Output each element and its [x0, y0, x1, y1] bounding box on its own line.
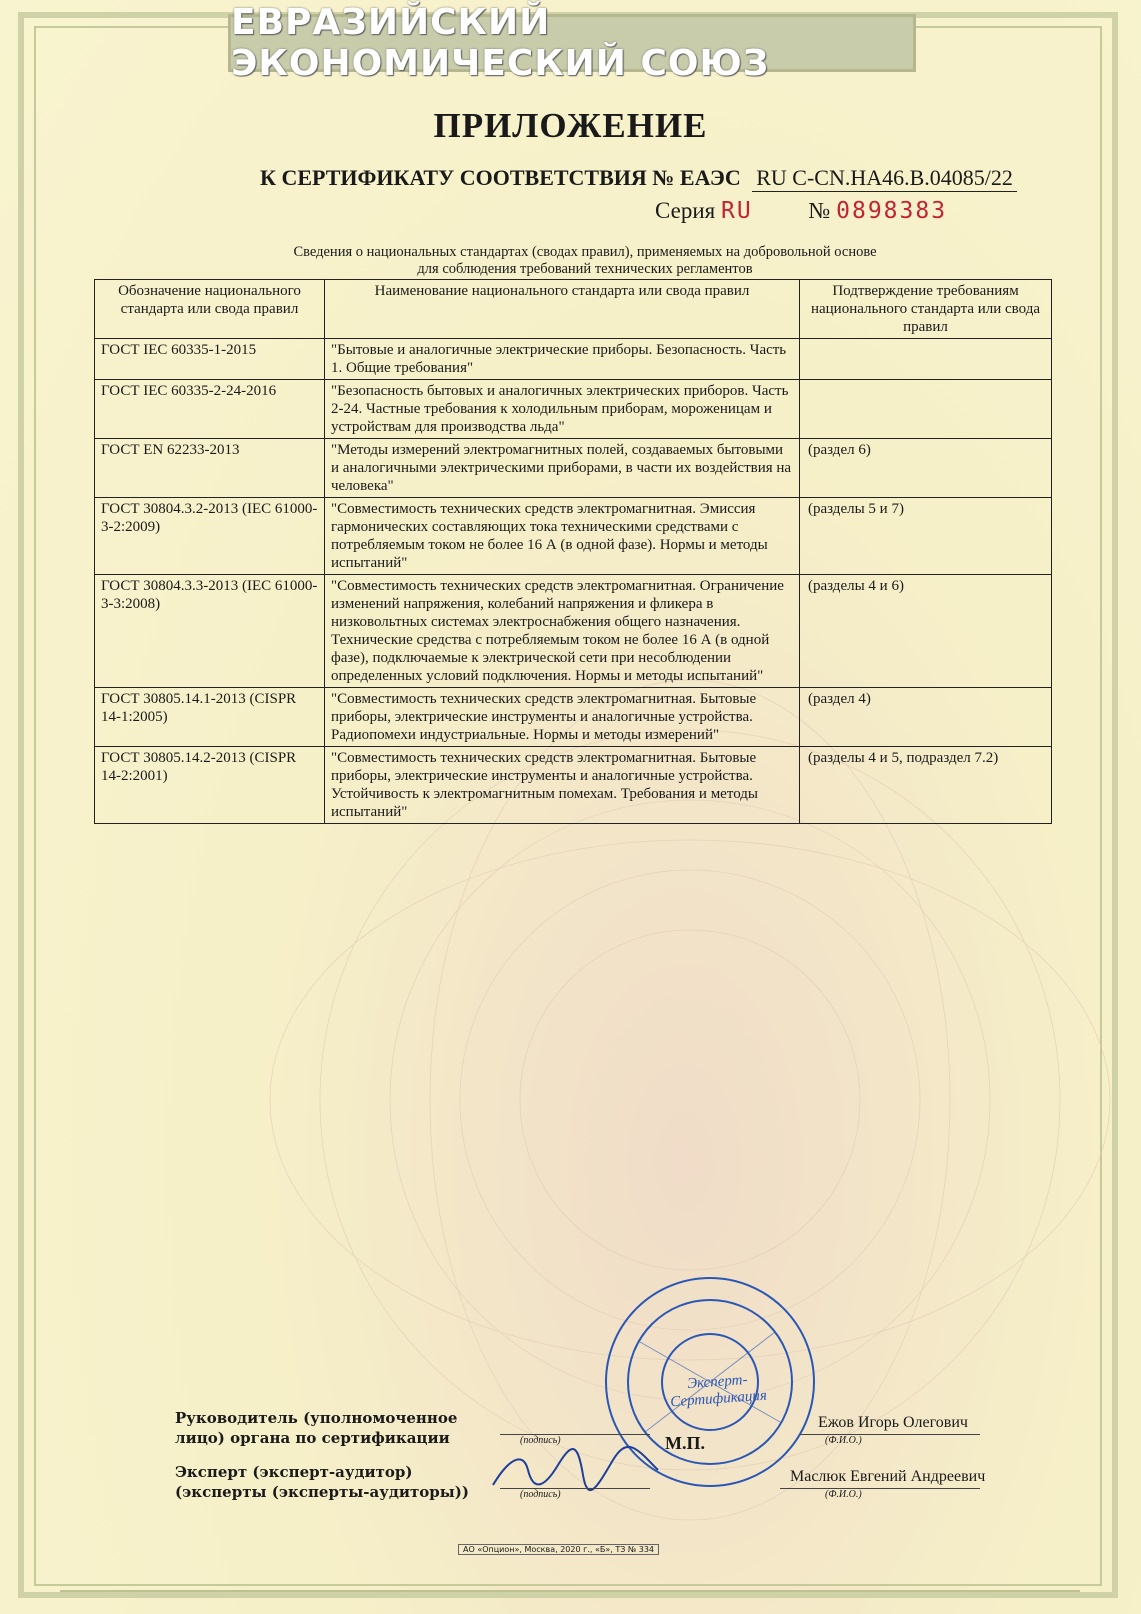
standard-code: ГОСТ IEC 60335-2-24-2016 — [95, 380, 325, 439]
standard-code: ГОСТ IEC 60335-1-2015 — [95, 339, 325, 380]
expert-fio-caption: (Ф.И.О.) — [825, 1489, 862, 1500]
standard-confirmation — [800, 380, 1052, 439]
number-label: № — [808, 198, 831, 223]
table-row — [95, 747, 1052, 824]
standard-confirmation: (раздел 6) — [800, 439, 1052, 498]
series-label: Серия — [655, 198, 716, 223]
header-name: Наименование национального стандарта или свода правил — [325, 280, 800, 339]
table-row — [95, 575, 1052, 688]
standard-confirmation: (разделы 4 и 5, подраздел 7.2) — [800, 747, 1052, 824]
standard-name: "Бытовые и аналогичные электрические приборы. Безопасность. Часть 1. Общие требования" — [325, 339, 800, 380]
head-signature-caption: (подпись) — [520, 1435, 561, 1446]
series-value: RU — [720, 198, 753, 224]
head-label-line-1: Руководитель (уполномоченное — [175, 1409, 458, 1427]
table-row — [95, 339, 1052, 380]
info-text — [180, 244, 990, 278]
certificate-line — [260, 165, 1017, 192]
standard-name: "Методы измерений электромагнитных полей, создаваемых бытовыми и аналогичными электрическими приборами, в части их воздействия на человека" — [325, 439, 800, 498]
number-value: 0898383 — [836, 198, 948, 224]
standard-code: ГОСТ 30805.14.1-2013 (CISPR 14-1:2005) — [95, 688, 325, 747]
expert-name-line — [780, 1488, 980, 1489]
standard-name: "Совместимость технических средств электромагнитная. Эмиссия гармонических составляющих тока техническими средствами с потребляемым током не более 16 А (в одной фазе). Нормы и методы испытаний" — [325, 498, 800, 575]
table-header-row — [95, 280, 1052, 339]
standard-name: "Совместимость технических средств электромагнитная. Бытовые приборы, электрические инструменты и аналогичные устройства. Устойчивость к электромагнитным помехам. Требования и методы испытаний" — [325, 747, 800, 824]
expert-label — [175, 1462, 469, 1502]
standard-name: "Безопасность бытовых и аналогичных электрических приборов. Часть 2-24. Частные требования к холодильным приборам, мороженицам и устройствам для производства льда" — [325, 380, 800, 439]
certificate-number: RU C-CN.HA46.B.04085/22 — [752, 165, 1017, 192]
table-row — [95, 380, 1052, 439]
stamp-center-text: Эксперт-Сертификация — [669, 1371, 768, 1411]
expert-label-line-2: (эксперты (эксперты-аудиторы)) — [175, 1483, 469, 1501]
printer-imprint: АО «Опцион», Москва, 2020 г., «Б», ТЗ № 334 — [458, 1544, 659, 1555]
table-row — [95, 498, 1052, 575]
head-label — [175, 1408, 457, 1448]
standards-table — [94, 279, 1052, 824]
header-confirmation: Подтверждение требованиям национального стандарта или свода правил — [800, 280, 1052, 339]
page-title: ПРИЛОЖЕНИЕ — [433, 106, 708, 145]
certificate-label: К СЕРТИФИКАТУ СООТВЕТСТВИЯ № ЕАЭС — [260, 165, 741, 190]
expert-name: Маслюк Евгений Андреевич — [790, 1468, 986, 1485]
series-line — [655, 198, 947, 224]
header-code: Обозначение национального стандарта или свода правил — [95, 280, 325, 339]
expert-signature-caption: (подпись) — [520, 1489, 561, 1500]
head-fio-caption: (Ф.И.О.) — [825, 1435, 862, 1446]
standard-name: "Совместимость технических средств электромагнитная. Бытовые приборы, электрические инструменты и аналогичные устройства. Радиопомехи индустриальные. Нормы и методы измерений" — [325, 688, 800, 747]
union-title: ЕВРАЗИЙСКИЙ ЭКОНОМИЧЕСКИЙ СОЮЗ — [231, 2, 770, 84]
signature-block — [0, 1400, 1141, 1520]
standard-name: "Совместимость технических средств электромагнитная. Ограничение изменений напряжения, колебаний напряжения и фликера в низковольтных системах электроснабжения общего назначения. Технические средства с потребляемым током не более 16 А (в одной фазе), подключаемые к электрической сети при несоблюдении определенных условий подключения. Нормы и методы испытаний" — [325, 575, 800, 688]
expert-label-line-1: Эксперт (эксперт-аудитор) — [175, 1463, 413, 1481]
standard-code: ГОСТ EN 62233-2013 — [95, 439, 325, 498]
standard-code: ГОСТ 30804.3.3-2013 (IEC 61000-3-3:2008) — [95, 575, 325, 688]
standard-confirmation: (разделы 5 и 7) — [800, 498, 1052, 575]
head-name: Ежов Игорь Олегович — [818, 1414, 968, 1431]
union-banner — [228, 2, 916, 84]
info-line-1: Сведения о национальных стандартах (сводах правил), применяемых на добровольной основе — [293, 244, 877, 260]
signature-icon — [488, 1440, 663, 1500]
seal-place-label: М.П. — [665, 1433, 705, 1453]
table-row — [95, 439, 1052, 498]
standard-confirmation: (раздел 4) — [800, 688, 1052, 747]
bottom-rule — [60, 1590, 1080, 1592]
head-label-line-2: лицо) органа по сертификации — [175, 1429, 450, 1447]
standard-code: ГОСТ 30805.14.2-2013 (CISPR 14-2:2001) — [95, 747, 325, 824]
standard-confirmation — [800, 339, 1052, 380]
standard-code: ГОСТ 30804.3.2-2013 (IEC 61000-3-2:2009) — [95, 498, 325, 575]
info-line-2: для соблюдения требований технических регламентов — [417, 261, 753, 277]
standard-confirmation: (разделы 4 и 6) — [800, 575, 1052, 688]
table-row — [95, 688, 1052, 747]
